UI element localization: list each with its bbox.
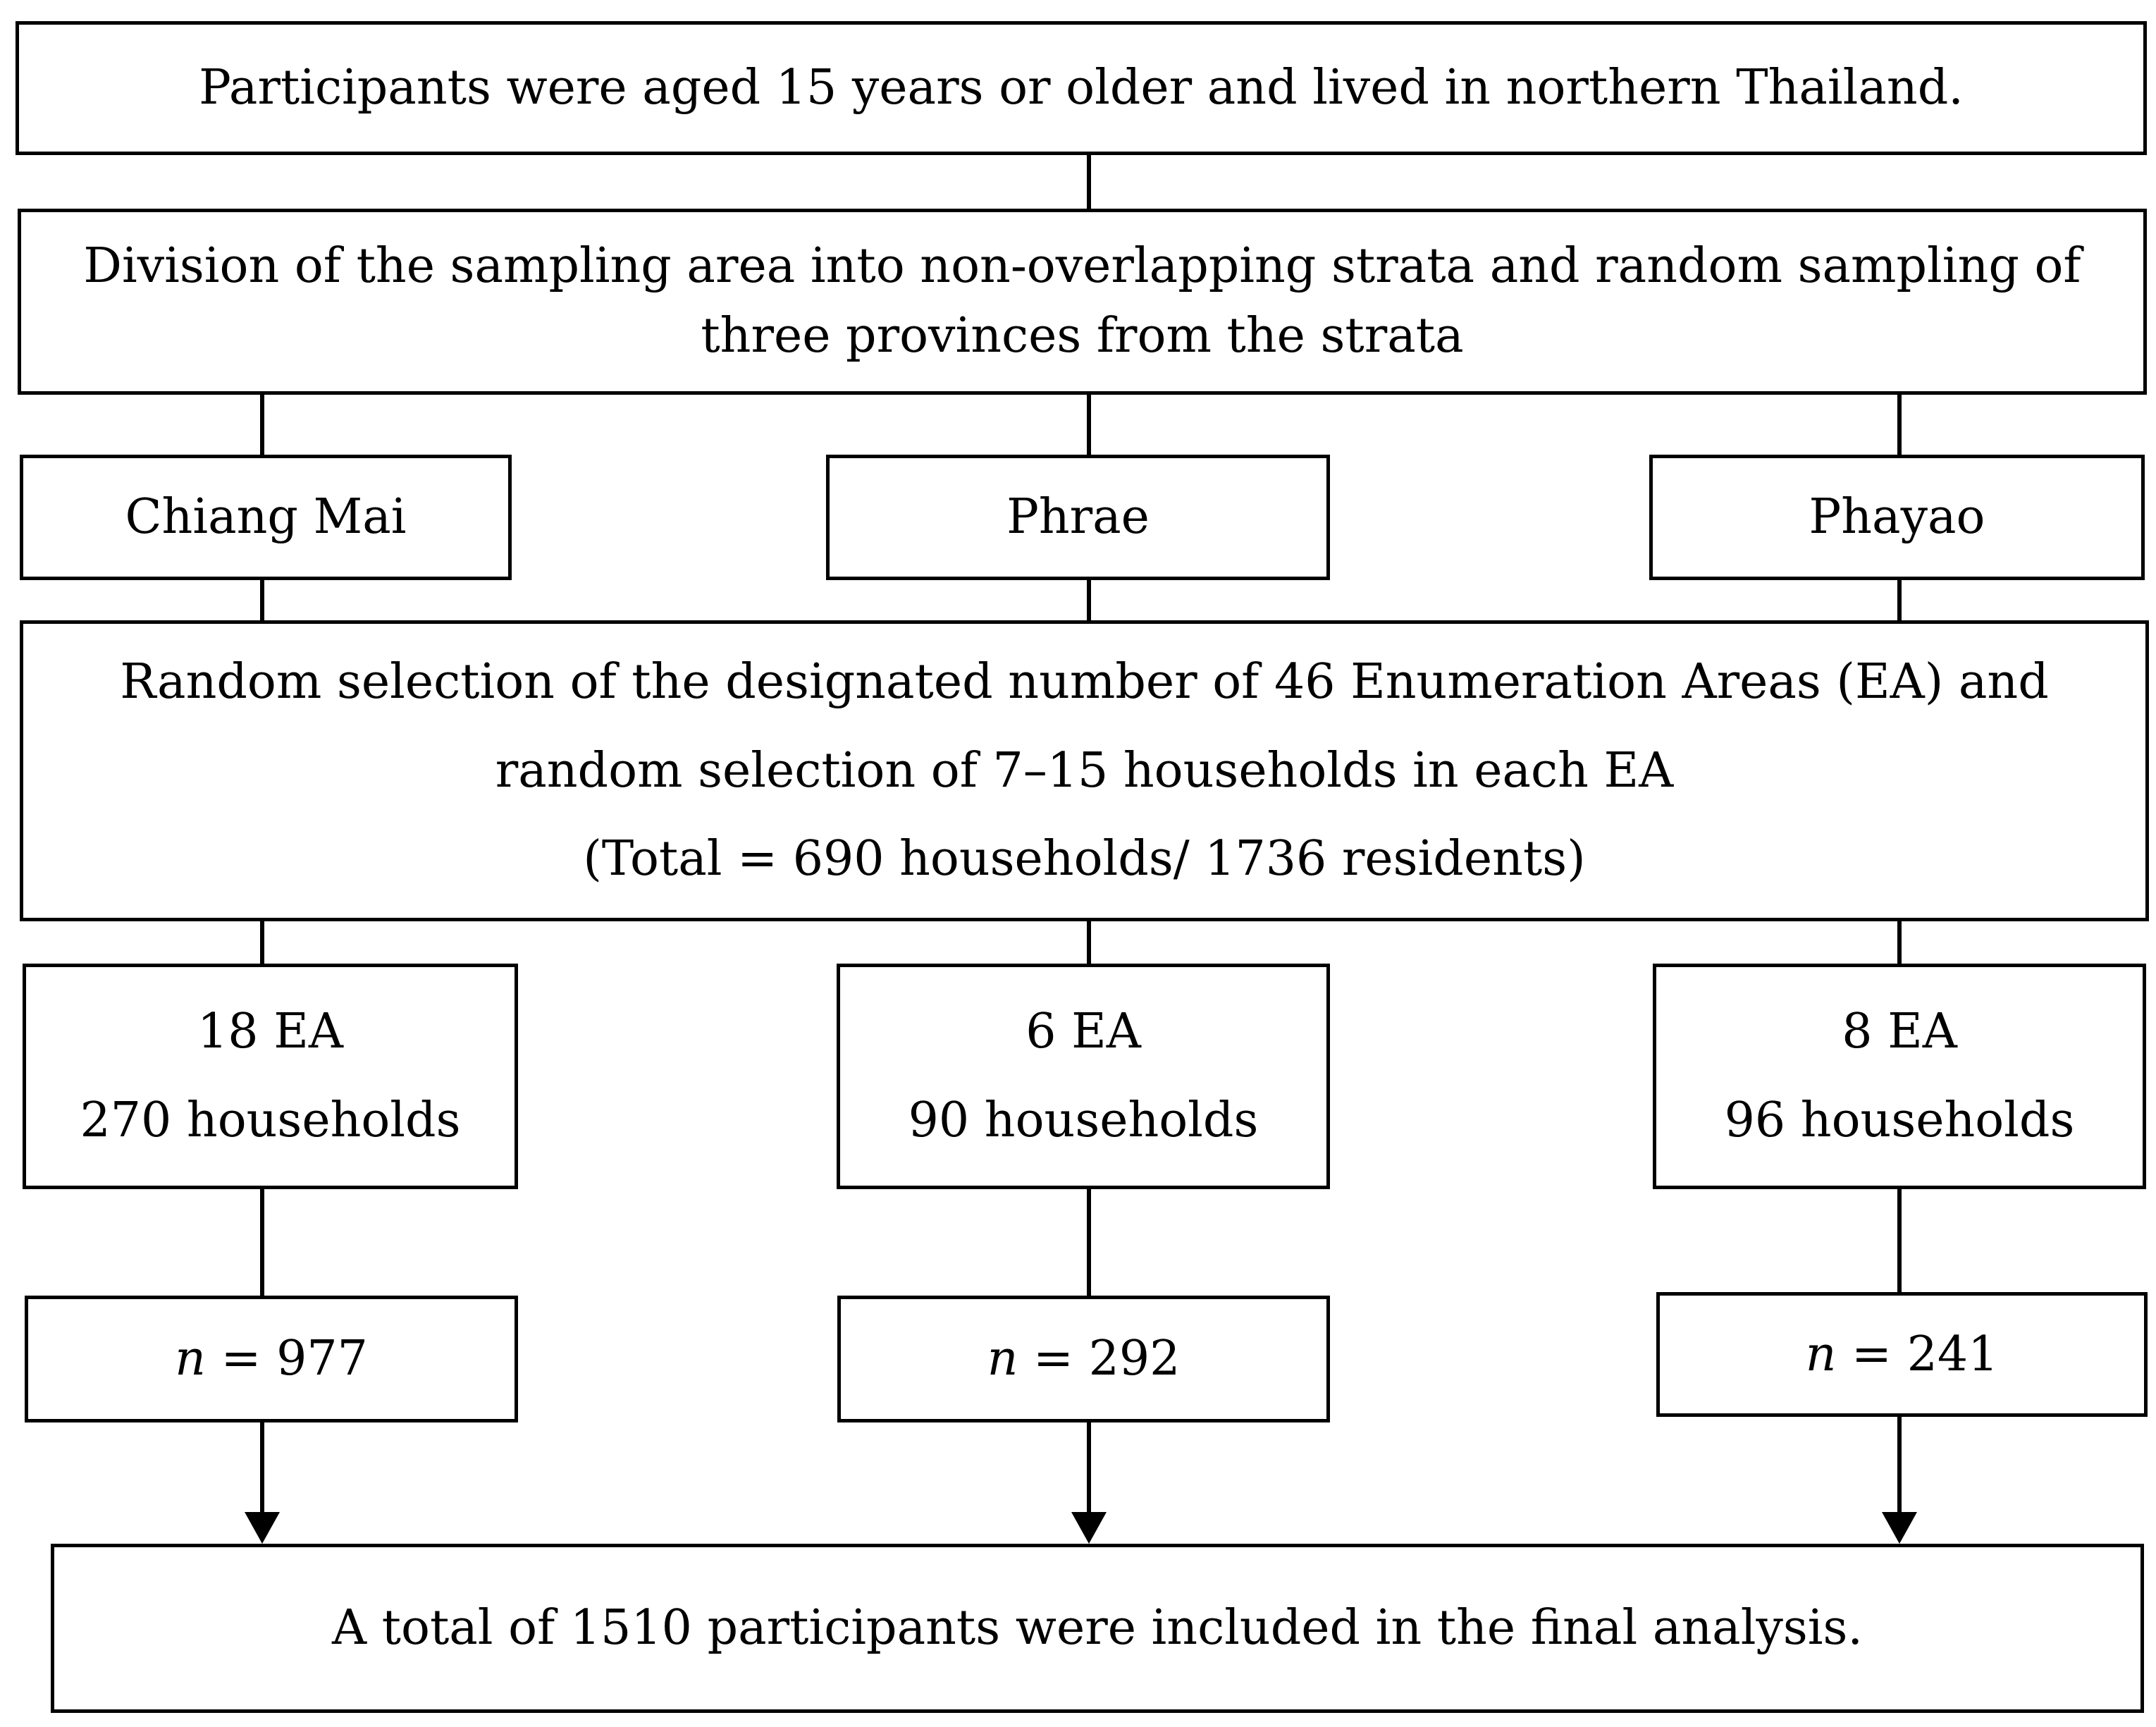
sample-size-phrae xyxy=(987,1323,1181,1395)
arrowhead-phayao xyxy=(1882,1512,1917,1544)
n-symbol: n xyxy=(987,1331,1018,1387)
stratification-box xyxy=(18,209,2147,395)
sample-size-chiang-mai xyxy=(175,1323,368,1395)
eligibility-text: Participants were aged 15 years or older and lived in northern Thailand. xyxy=(199,60,1964,116)
households-phayao: 96 households xyxy=(1724,1093,2075,1148)
sample-box-phayao xyxy=(1656,1292,2148,1417)
ea-count-chiang-mai: 18 EA xyxy=(197,1004,343,1060)
ea-box-chiang-mai xyxy=(23,964,518,1189)
sample-box-phrae xyxy=(837,1296,1330,1422)
province-label-phayao: Phayao xyxy=(1809,489,1985,545)
sample-value-phrae: = 292 xyxy=(1018,1331,1181,1387)
households-phrae: 90 households xyxy=(908,1093,1259,1148)
province-label-phrae: Phrae xyxy=(1006,489,1150,545)
province-box-chiang-mai xyxy=(20,455,512,580)
final-analysis-box xyxy=(51,1544,2144,1713)
province-label-chiang-mai: Chiang Mai xyxy=(125,489,407,545)
n-symbol: n xyxy=(1805,1326,1837,1382)
selection-line-1: Random selection of the designated number of 46 Enumeration Areas (EA) and xyxy=(120,653,2049,710)
arrowhead-chiang-mai xyxy=(245,1512,280,1544)
province-box-phayao xyxy=(1649,455,2145,580)
sample-value-phayao: = 241 xyxy=(1836,1326,1999,1382)
ea-count-phayao: 8 EA xyxy=(1842,1004,1957,1060)
ea-box-phayao xyxy=(1653,964,2146,1189)
selection-box xyxy=(20,620,2149,921)
arrowhead-phrae xyxy=(1071,1512,1107,1544)
selection-line-2: random selection of 7–15 households in each EA xyxy=(495,742,1674,799)
final-analysis-text: A total of 1510 participants were included in the final analysis. xyxy=(331,1600,1864,1656)
ea-box-phrae xyxy=(837,964,1330,1189)
stratification-line-2: three provinces from the strata xyxy=(701,308,1464,364)
stratification-line-1: Division of the sampling area into non-overlapping strata and random sampling of xyxy=(83,238,2081,295)
sample-value-chiang-mai: = 977 xyxy=(205,1331,368,1387)
ea-count-phrae: 6 EA xyxy=(1025,1004,1141,1060)
eligibility-box xyxy=(16,21,2147,155)
sample-size-phayao xyxy=(1806,1319,1999,1391)
selection-line-3: (Total = 690 households/ 1736 residents) xyxy=(583,831,1586,887)
n-symbol: n xyxy=(175,1331,206,1387)
province-box-phrae xyxy=(826,455,1330,580)
households-chiang-mai: 270 households xyxy=(80,1093,461,1148)
sample-box-chiang-mai xyxy=(25,1296,518,1422)
